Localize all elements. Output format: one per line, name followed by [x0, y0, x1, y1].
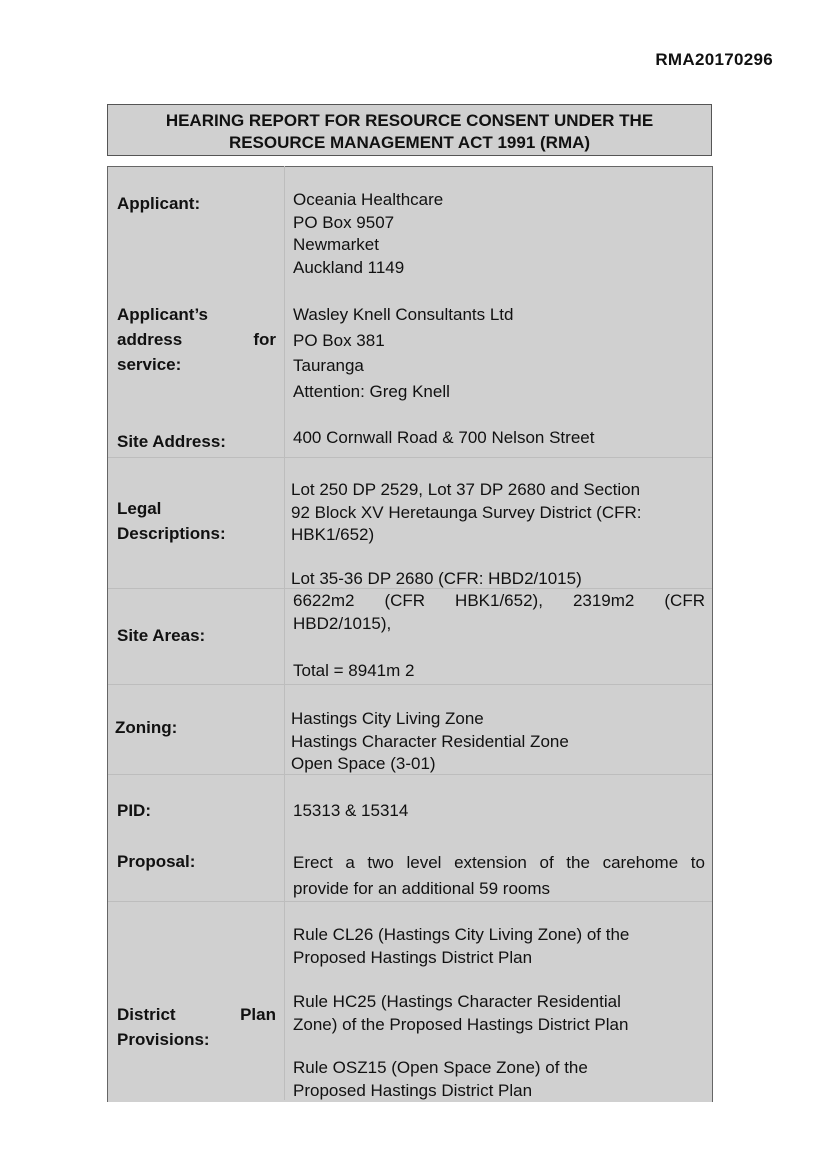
- legal-descriptions-label-line-1: Legal: [117, 499, 162, 518]
- service-address-line: PO Box 381: [293, 330, 385, 350]
- report-title-line-1: HEARING REPORT FOR RESOURCE CONSENT UNDER THE: [165, 111, 654, 130]
- rule-line: Zone) of the Proposed Hastings District Plan: [293, 1014, 629, 1034]
- zoning-label: Zoning:: [115, 718, 178, 737]
- report-title-box: [107, 104, 712, 156]
- applicant-value: [293, 189, 443, 279]
- district-plan-rule-2: [293, 991, 628, 1036]
- zoning-line: Open Space (3-01): [291, 754, 436, 773]
- applicant-line: Auckland 1149: [293, 257, 405, 277]
- district-plan-rule-1: [293, 924, 629, 969]
- reference-number: RMA20170296: [655, 50, 773, 69]
- service-address-label: [117, 302, 276, 377]
- district-plan-label: [117, 1002, 276, 1052]
- pid-value: 15313 & 15314: [293, 801, 409, 820]
- service-address-line: Wasley Knell Consultants Ltd: [293, 305, 514, 324]
- service-address-label-line-3: service:: [117, 355, 182, 374]
- zoning-value: [291, 708, 569, 776]
- proposal-value: [293, 850, 705, 901]
- site-address-value: 400 Cornwall Road & 700 Nelson Street: [293, 428, 595, 447]
- applicant-line: PO Box 9507: [293, 212, 395, 232]
- district-plan-label-line-1: [117, 1002, 276, 1027]
- service-address-label-line-1: Applicant’s: [117, 305, 208, 324]
- site-areas-word: (CFR: [384, 591, 426, 610]
- report-title-line-2: RESOURCE MANAGEMENT ACT 1991 (RMA): [228, 133, 591, 152]
- legal-descriptions-label-line-2: Descriptions:: [117, 524, 226, 543]
- proposal-label: Proposal:: [117, 852, 196, 871]
- district-plan-label-line-2: Provisions:: [117, 1030, 210, 1049]
- pid-label: PID:: [117, 801, 151, 820]
- site-areas-line-1: [293, 590, 705, 613]
- legal-description-line: 92 Block XV Heretaunga Survey District (CFR:: [291, 502, 642, 522]
- rule-line: Rule OSZ15 (Open Space Zone) of the: [293, 1058, 588, 1077]
- service-address-label-line-2: [117, 327, 276, 352]
- legal-description-line: HBK1/652): [291, 525, 375, 544]
- zoning-line: Hastings City Living Zone: [291, 709, 484, 728]
- legal-description-extra: Lot 35-36 DP 2680 (CFR: HBD2/1015): [291, 569, 582, 588]
- proposal-line-1: Erect a two level extension of the carehome to: [293, 853, 705, 872]
- applicant-line: Newmarket: [293, 235, 379, 254]
- service-address-line: Attention: Greg Knell: [293, 381, 450, 401]
- site-areas-line-2: HBD2/1015),: [293, 613, 392, 633]
- rule-line: Rule HC25 (Hastings Character Residential: [293, 992, 621, 1011]
- row-divider: [108, 457, 712, 458]
- site-address-label: Site Address:: [117, 432, 226, 451]
- site-areas-word: 2319m2: [572, 591, 635, 610]
- applicant-label: Applicant:: [117, 194, 201, 213]
- site-areas-word: HBK1/652),: [455, 591, 543, 610]
- district-plan-rule-3: [293, 1057, 588, 1102]
- service-address-label-word: for: [253, 330, 276, 349]
- site-areas-value: [293, 590, 705, 635]
- rule-line: Rule CL26 (Hastings City Living Zone) of the: [293, 925, 630, 944]
- district-plan-label-word: Plan: [240, 1005, 276, 1024]
- legal-descriptions-label: [117, 496, 226, 546]
- row-divider: [108, 684, 712, 685]
- row-divider: [108, 901, 712, 902]
- legal-description-line: Lot 250 DP 2529, Lot 37 DP 2680 and Section: [291, 480, 641, 499]
- zoning-line: Hastings Character Residential Zone: [291, 731, 569, 751]
- rule-line: Proposed Hastings District Plan: [293, 1080, 533, 1100]
- site-areas-word: (CFR: [664, 591, 705, 610]
- site-areas-word: 6622m2: [293, 591, 355, 610]
- rule-line: Proposed Hastings District Plan: [293, 947, 533, 967]
- column-divider: [284, 166, 285, 1100]
- service-address-value: [293, 302, 513, 404]
- applicant-line: Oceania Healthcare: [293, 190, 444, 209]
- site-areas-total: Total = 8941m 2: [293, 661, 415, 680]
- legal-descriptions-value: [291, 479, 642, 547]
- service-address-line: Tauranga: [293, 356, 364, 375]
- service-address-label-word: address: [117, 330, 183, 349]
- site-areas-label: Site Areas:: [117, 626, 206, 645]
- proposal-line-2: provide for an additional 59 rooms: [293, 878, 551, 898]
- district-plan-label-word: District: [117, 1005, 176, 1024]
